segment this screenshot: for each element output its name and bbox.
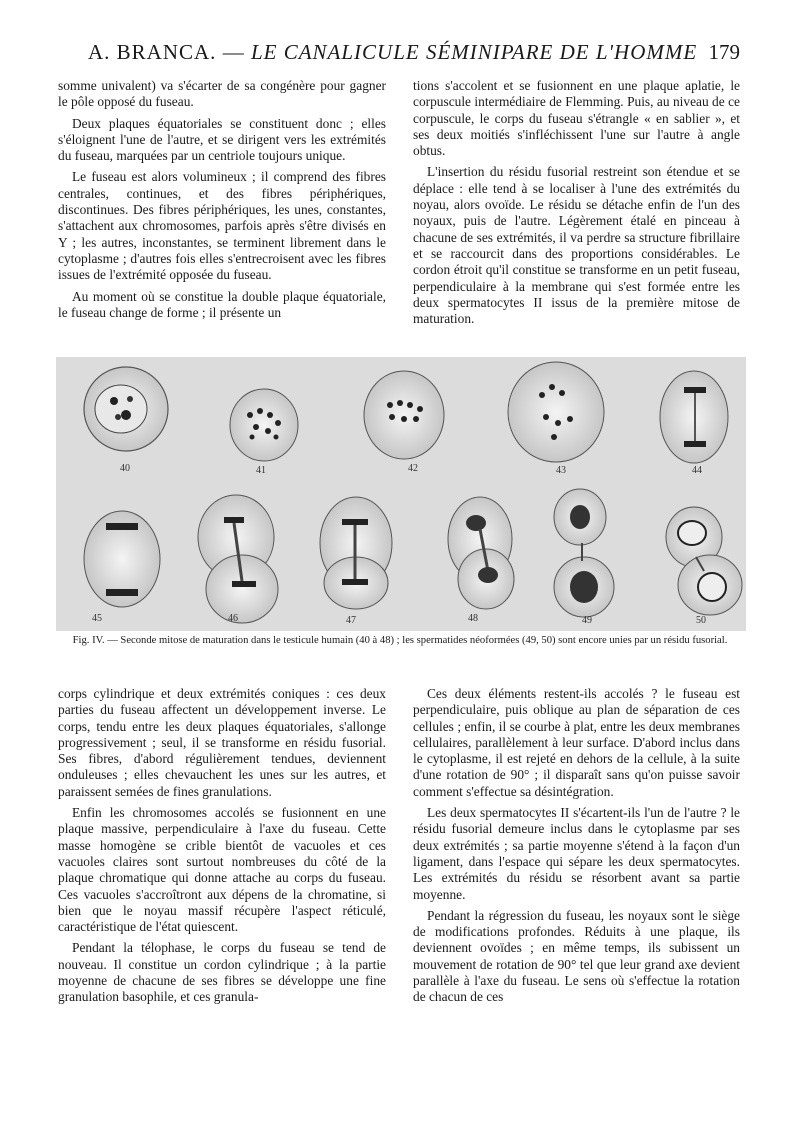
figure-label-50: 50: [696, 615, 706, 626]
caption-text: — Seconde mitose de maturation dans le testicule humain (40 à 48) ; les spermatides néoformées (49, 50) sont encore unies par un résidu fusorial.: [107, 635, 728, 646]
paragraph: Pendant la régression du fuseau, les noyaux sont le siège de modifications profondes. Réduits à une plaque, ils deviennent ovoïdes ; en même temps, ils subissent un mouvement de rotation de 90° tel que leur grand axe devient parallèle à l'axe du fuseau. Le sens où s'effectue la rotation de chacun de ces: [413, 907, 740, 1005]
running-header: [60, 40, 740, 70]
paragraph: Le fuseau est alors volumineux ; il comprend des fibres centrales, continues, et des fibres périphériques, discontinues. Des fibres périphériques, les unes, constantes, s'attachent aux chromosomes, parfois après s'être divisés en Y ; les autres, inconstantes, se terminent librement dans le cytoplasme ; d'autres fois elles s'entrecroisent avec les fibres issues de l'extrémité opposée du fuseau.: [58, 169, 386, 283]
paragraph: Au moment où se constitue la double plaque équatoriale, le fuseau change de forme ; il présente un: [58, 288, 386, 320]
cell-43-drawing: [508, 362, 604, 462]
cell-47-drawing: [320, 497, 392, 609]
paragraph: Les deux spermatocytes II s'écartent-ils l'un de l'autre ? le résidu fusorial demeure inclus dans le cytoplasme par ses deux extrémités ; sa partie moyenne s'étend à la façon d'un ligament, dans l'espace qui sépare les deux spermatocytes. Les extrémités du résidu se résorbent avant sa partie moyenne.: [413, 805, 740, 902]
figure-mitosis-plate: [56, 357, 746, 631]
column-bottom-left: [58, 686, 386, 1011]
paragraph: somme univalent) va s'écarter de sa congénère pour gagner le pôle opposé du fuseau.: [58, 78, 386, 110]
cell-49-drawing: [554, 489, 614, 617]
cell-42-drawing: [364, 371, 444, 459]
column-top-left: [58, 78, 386, 326]
cell-41-drawing: [230, 389, 298, 461]
figure-label-43: 43: [556, 465, 566, 476]
figure-label-46: 46: [228, 613, 238, 624]
header-title: LE CANALICULE SÉMINIPARE DE L'HOMME: [250, 40, 698, 64]
figure-label-47: 47: [346, 615, 356, 626]
figure-label-40: 40: [120, 463, 130, 474]
figure-label-41: 41: [256, 465, 266, 476]
figure-label-48: 48: [468, 613, 478, 624]
cell-48-drawing: [448, 497, 514, 609]
column-top-right: [413, 78, 740, 332]
page-number: 179: [708, 40, 740, 64]
header-dash: —: [222, 40, 245, 64]
header-author: A. BRANCA.: [88, 40, 217, 64]
cell-44-drawing: [660, 371, 728, 463]
cell-45-drawing: [84, 511, 160, 607]
paragraph: Deux plaques équatoriales se constituent donc ; elles s'éloignent l'une de l'autre, et se dirigent vers les extrémités du fuseau, marquées par un centriole toujours unique.: [58, 115, 386, 164]
figure-illustration: [56, 357, 746, 631]
cell-46-drawing: [198, 495, 278, 623]
figure-caption: [56, 634, 744, 647]
paragraph: L'insertion du résidu fusorial restreint son étendue et se déplace : elle tend à se localiser à l'une des extrémités du noyau, alors ovoïde. Le résidu se détache enfin de l'un des noyaux, puis de l'autre. Légèrement étalé en pinceau à chacune de ses extrémités, il va perdre sa structure fibrillaire et se raccourcit dans des proportions considérables. Le cordon étroit qu'il constitue se transforme en un petit fuseau, perpendiculaire à la membrane qui s'est formée entre les deux spermatocytes II issus de la première mitose de maturation.: [413, 164, 740, 327]
column-bottom-right: [413, 686, 740, 1011]
paragraph: Pendant la télophase, le corps du fuseau se tend de nouveau. Il constitue un cordon cylindrique ; à la partie moyenne de chacune de ses fibres se développe une fine granulation basophile, et ces granula-: [58, 940, 386, 1005]
cell-50-drawing: [666, 507, 742, 615]
paragraph: corps cylindrique et deux extrémités coniques : ces deux parties du fuseau affectent un développement inverse. Le corps, tendu entre les deux plaques équatoriales, s'allonge progressivement ; seul, il se transforme en résidu fusorial. Ses fibres, d'abord régulièrement tendues, deviennent onduleuses ; elles chevauchent les unes sur les autres, et paraissent semées de fines granulations.: [58, 686, 386, 799]
figure-label-49: 49: [582, 615, 592, 626]
running-title: [88, 40, 697, 65]
cell-40-drawing: [84, 367, 168, 451]
paragraph: Ces deux éléments restent-ils accolés ? le fuseau est perpendiculaire, puis oblique au plan de séparation de ces cellules ; enfin, il se courbe à plat, entre les deux membranes cellulaires, parallèlement à leur surface. D'abord inclus dans le cytoplasme, il est rejeté en dehors de la cellule, à la suite d'une rotation de 90° ; il disparaît sans qu'on puisse savoir comment s'effectue sa désintégration.: [413, 686, 740, 799]
figure-label-44: 44: [692, 465, 702, 476]
caption-label: Fig. IV.: [72, 635, 105, 646]
figure-label-42: 42: [408, 463, 418, 474]
paragraph: Enfin les chromosomes accolés se fusionnent en une plaque massive, perpendiculaire à l'axe du fuseau. Cette masse homogène se crible bientôt de vacuoles et ces vacuoles claires sont surtout nombreuses du côté de la plaque chromatique qui donne attache au corps du fuseau. Ces vacuoles s'accroîtront aux dépens de la chromatine, si bien que le noyau massif récupère l'aspect réticulé, caractéristique de l'état quiescent.: [58, 805, 386, 935]
figure-label-45: 45: [92, 613, 102, 624]
paragraph: tions s'accolent et se fusionnent en une plaque aplatie, le corpuscule intermédiaire de Flemming. Puis, au niveau de ce corpuscule, le corps du fuseau s'étrangle « en sablier », et ses deux moitiés s'infléchissent l'une sur l'autre à angle obtus.: [413, 78, 740, 159]
